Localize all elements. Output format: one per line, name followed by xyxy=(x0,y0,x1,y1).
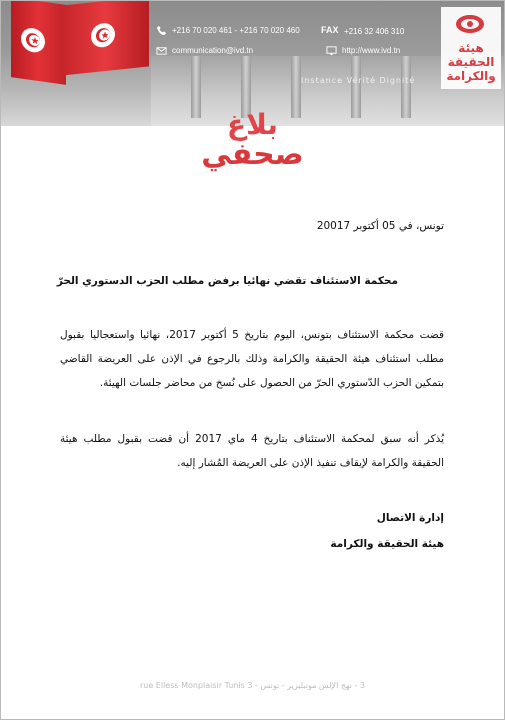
title-line1: بلاغ xyxy=(227,108,278,141)
footer-address: 3 - نهج الإلس مونبليزير - تونس - rue Elless Monplaisir Tunis 3 xyxy=(139,681,366,690)
logo-text-line1: هيئة xyxy=(458,41,484,55)
phone-numbers: +216 70 020 461 - +216 70 020 460 xyxy=(172,26,300,35)
building-column xyxy=(291,56,301,118)
document-date: تونس، في 05 أكتوبر 20017 xyxy=(316,220,444,232)
document-headline: محكمة الاستئناف تقضي نهائيا برفض مطلب الحزب الدستوري الحرّ xyxy=(56,275,398,287)
crescent-star-icon xyxy=(21,27,45,54)
building-sign: Instance Vérité Dignité xyxy=(301,76,416,85)
building-column xyxy=(191,56,201,118)
email-contact xyxy=(156,45,253,56)
crescent-star-icon xyxy=(91,22,115,49)
fax-number: +216 32 406 310 xyxy=(344,27,405,36)
building-column xyxy=(351,56,361,118)
fax-contact xyxy=(321,25,339,35)
envelope-icon xyxy=(156,45,167,56)
paragraph: يُذكر أنه سبق لمحكمة الاستئناف بتاريخ 4 ماي 2017 أن قضت بقبول مطلب هيئة الحقيقة والكرامة لإيقاف تنفيذ الإذن على العريضة المُشار إليه. xyxy=(60,433,445,469)
logo-text-line3: والكرامة xyxy=(446,69,496,83)
website-url: http://www.ivd.tn xyxy=(342,46,401,55)
website-contact xyxy=(326,45,400,56)
phone-icon xyxy=(156,25,167,36)
paragraph: قضت محكمة الاستئناف بتونس، اليوم بتاريخ 5 أكتوبر 2017، نهائيا واستعجاليا بقبول مطلب استئناف هيئة الحقيقة والكرامة وذلك بالرجوع في الإذن على العريضة القاضي بتمكين الحزب الدّستوري الحرّ من الحصول على نُسخ من محاضر جلسات الهيئة. xyxy=(60,329,445,389)
email-address: communication@ivd.tn xyxy=(172,46,254,55)
ivd-logo xyxy=(441,7,501,89)
monitor-icon xyxy=(326,45,337,56)
title-line2: صحفي xyxy=(201,137,304,172)
fax-number-row xyxy=(344,27,404,36)
tunisian-flag xyxy=(11,1,66,85)
tunisian-flag xyxy=(61,1,149,76)
signature-department: إدارة الاتصال xyxy=(376,512,444,524)
building-column xyxy=(401,56,411,118)
fax-label: FAX xyxy=(321,25,339,35)
eye-logo-icon xyxy=(455,13,485,35)
phone-contact xyxy=(156,25,300,36)
logo-text-line2: الحقيقة xyxy=(447,55,495,69)
signature-organization: هيئة الحقيقة والكرامة xyxy=(330,538,444,550)
press-release-title xyxy=(0,110,505,170)
